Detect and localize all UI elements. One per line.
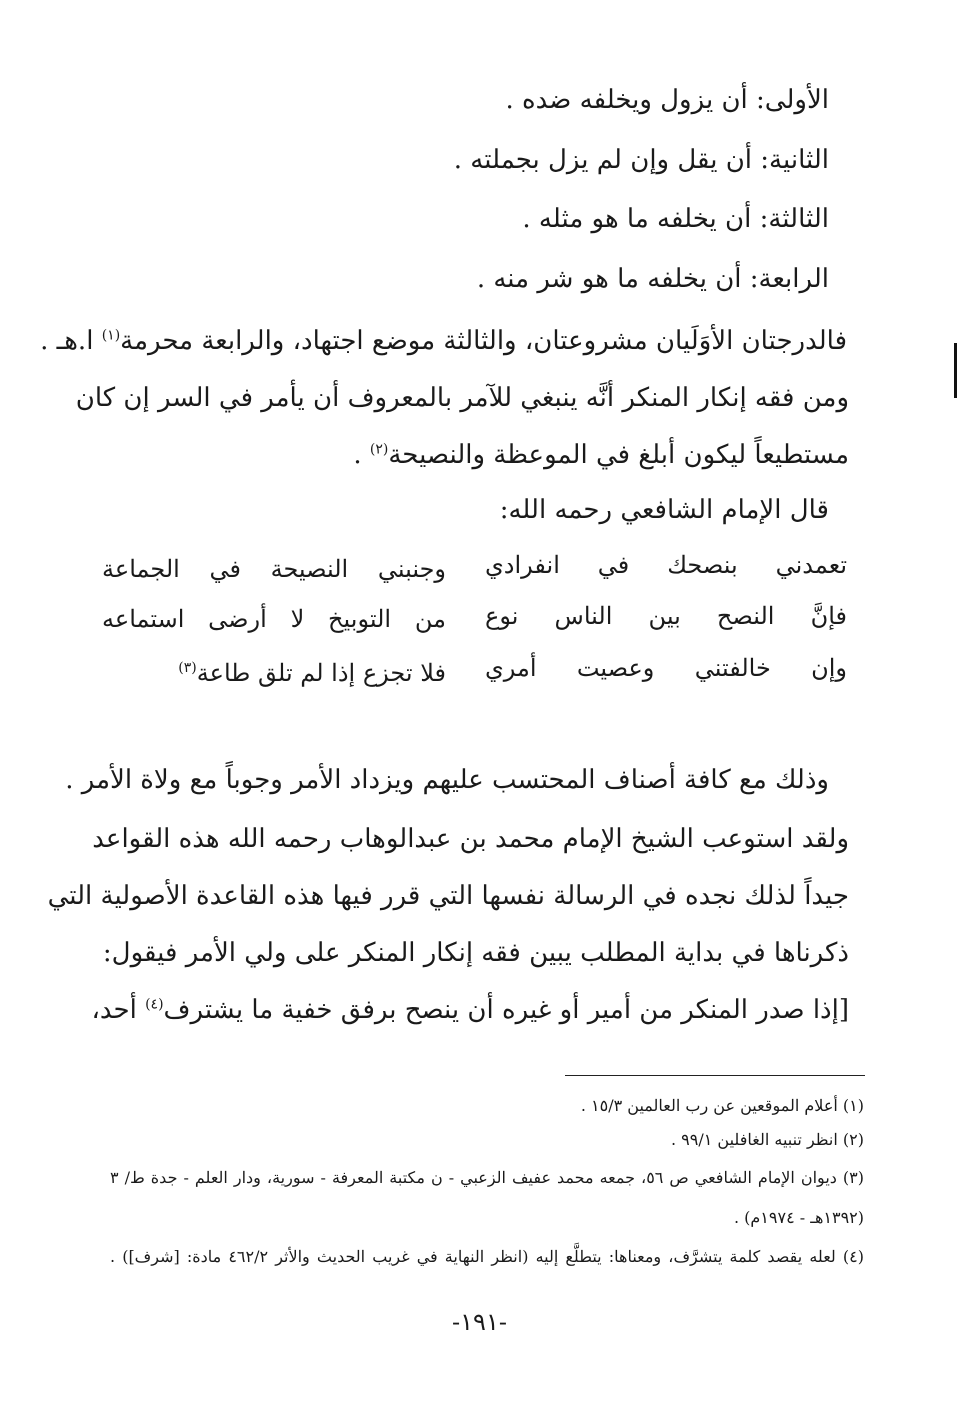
footnote-ref-3: (٣) [178, 660, 197, 676]
footnote-3-continuation: (١٣٩٢هـ - ١٩٧٤م) . [733, 1208, 864, 1227]
paragraph-quote [91, 990, 849, 1030]
paragraph-quote-text: [إذا صدر المنكر من أمير أو غيره أن ينصح برفق خفية ما يشترف [163, 995, 849, 1025]
poem-verse-3-second-half-text: فلا تجزع إذا لم تلق طاعة [196, 659, 446, 687]
body-line-fourth: الرابعة: أن يخلفه ما هو شر منه . [476, 264, 829, 294]
poem-intro: قال الإمام الشافعي رحمه الله: [499, 495, 829, 525]
poem-verse-3-first-half: وإن خالفتني وعصيت أمري [485, 654, 847, 682]
poem-verse-2-first-half: فإنَّ النصح بين الناس نوع [485, 602, 847, 630]
body-line-first: الأولى: أن يزول ويخلفه ضده . [505, 85, 829, 115]
paragraph-rulers: وذلك مع كافة أصناف المحتسب عليهم ويزداد الأمر وجوباً مع ولاة الأمر . [65, 765, 829, 795]
paragraph-sheikh-line2: جيداً لذلك نجده في الرسالة نفسها التي قرر فيها هذه القاعدة الأصولية التي [47, 881, 849, 911]
footnote-4: (٤) لعله يقصد كلمة يتشرَّف، ومعناها: يتطلَّع إليه (انظر النهاية في غريب الحديث والأثر ٤٦٢/٢ مادة: [شرف]) . [110, 1247, 864, 1266]
poem-verse-1-first-half: تعمدني بنصحك في انفرادي [485, 551, 847, 579]
paragraph-secret-advice-tail: . [353, 440, 370, 470]
footnote-2: (٢) انظر تنبيه الغافلين ٩٩/١ . [670, 1130, 864, 1149]
paragraph-sheikh-line1: ولقد استوعب الشيخ الإمام محمد بن عبدالوهاب رحمه الله هذه القواعد [92, 824, 849, 854]
body-line-third: الثالثة: أن يخلفه ما هو مثله . [522, 204, 829, 234]
footnote-ref-2: (٢) [369, 441, 389, 458]
poem-verse-1-second-half: وجنبني النصيحة في الجماعة [102, 555, 446, 583]
paragraph-degrees [40, 321, 847, 361]
poem-verse-3-second-half [102, 655, 446, 691]
body-line-second: الثانية: أن يقل وإن لم يزل بجملته . [453, 145, 829, 175]
margin-mark [954, 343, 957, 398]
footnote-ref-1: (١) [101, 327, 121, 344]
paragraph-quote-tail: أحد، [91, 995, 146, 1025]
paragraph-degrees-tail: ا.هـ . [40, 326, 102, 356]
poem-verse-2-second-half: من التوبيخ لا أرضى استماعه [102, 605, 446, 633]
paragraph-degrees-text: فالدرجتان الأوَلَيان مشروعتان، والثالثة موضع اجتهاد، والرابعة محرمة [120, 326, 847, 356]
paragraph-secret-advice-line1: ومن فقه إنكار المنكر أنَّه ينبغي للآمر بالمعروف أن يأمر في السر إن كان [75, 383, 849, 413]
page-number: -١٩١- [452, 1308, 507, 1336]
paragraph-secret-advice-text: مستطيعاً ليكون أبلغ في الموعظة والنصيحة [388, 440, 849, 470]
paragraph-sheikh-line3: ذكرناها في بداية المطلب يبين فقه إنكار المنكر على ولي الأمر فيقول: [102, 938, 849, 968]
footnote-ref-4: (٤) [145, 996, 164, 1013]
footnote-1: (١) أعلام الموقعين عن رب العالمين ١٥/٣ . [580, 1096, 864, 1115]
paragraph-secret-advice-line2 [353, 435, 849, 475]
footnote-separator [565, 1075, 865, 1076]
footnote-3: (٣) ديوان الإمام الشافعي ص ٥٦، جمعه محمد عفيف الزعبي - ن مكتبة المعرفة - سورية، ودار العلم - جدة ط/ ٣ [110, 1168, 864, 1187]
